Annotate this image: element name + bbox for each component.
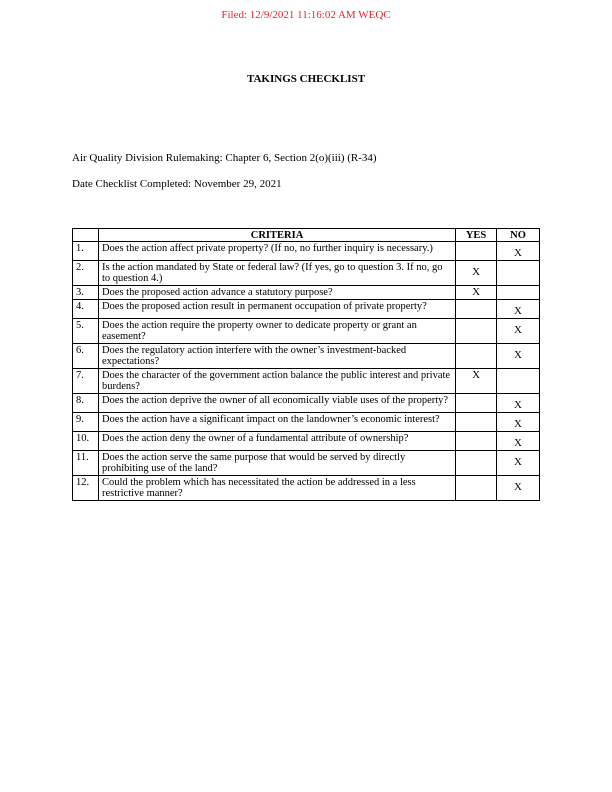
row-no-mark: X	[497, 344, 540, 369]
row-no-mark: X	[497, 300, 540, 319]
row-number: 2.	[73, 261, 99, 286]
row-yes-mark	[456, 394, 497, 413]
row-criteria: Does the action deny the owner of a fundamental attribute of ownership?	[98, 432, 455, 451]
row-criteria: Does the proposed action result in permanent occupation of private property?	[98, 300, 455, 319]
row-no-mark: X	[497, 319, 540, 344]
row-no-mark: X	[497, 432, 540, 451]
row-yes-mark	[456, 476, 497, 501]
row-no-mark	[497, 286, 540, 300]
row-criteria: Does the action serve the same purpose that would be served by directly prohibiting use of the land?	[98, 451, 455, 476]
table-row	[73, 369, 540, 394]
row-no-mark: X	[497, 413, 540, 432]
row-yes-mark	[456, 432, 497, 451]
row-no-mark: X	[497, 394, 540, 413]
header-yes: YES	[456, 229, 497, 242]
table-header-row	[73, 229, 540, 242]
header-criteria: CRITERIA	[98, 229, 455, 242]
row-yes-mark	[456, 319, 497, 344]
header-no: NO	[497, 229, 540, 242]
table-row	[73, 432, 540, 451]
row-number: 6.	[73, 344, 99, 369]
table-row	[73, 300, 540, 319]
row-number: 5.	[73, 319, 99, 344]
table-row	[73, 286, 540, 300]
row-number: 12.	[73, 476, 99, 501]
row-yes-mark	[456, 451, 497, 476]
row-number: 7.	[73, 369, 99, 394]
table-row	[73, 261, 540, 286]
row-yes-mark	[456, 344, 497, 369]
row-criteria: Does the action require the property owner to dedicate property or grant an easement?	[98, 319, 455, 344]
row-criteria: Does the regulatory action interfere with the owner’s investment-backed expectations?	[98, 344, 455, 369]
row-yes-mark	[456, 413, 497, 432]
table-row	[73, 242, 540, 261]
row-no-mark: X	[497, 476, 540, 501]
row-criteria: Does the action have a significant impact on the landowner’s economic interest?	[98, 413, 455, 432]
row-criteria: Does the proposed action advance a statutory purpose?	[98, 286, 455, 300]
document-title: TAKINGS CHECKLIST	[246, 73, 366, 85]
takings-checklist-table	[72, 228, 540, 501]
row-no-mark	[497, 261, 540, 286]
filed-stamp: Filed: 12/9/2021 11:16:02 AM WEQC	[221, 9, 391, 21]
table-row	[73, 344, 540, 369]
row-no-mark: X	[497, 451, 540, 476]
row-yes-mark	[456, 300, 497, 319]
rulemaking-line: Air Quality Division Rulemaking: Chapter 6, Section 2(o)(iii) (R-34)	[72, 152, 377, 164]
row-number: 9.	[73, 413, 99, 432]
row-yes-mark: X	[456, 286, 497, 300]
row-yes-mark: X	[456, 369, 497, 394]
table-row	[73, 476, 540, 501]
header-number	[73, 229, 99, 242]
row-number: 4.	[73, 300, 99, 319]
row-number: 3.	[73, 286, 99, 300]
row-criteria: Does the character of the government action balance the public interest and private burdens?	[98, 369, 455, 394]
table-row	[73, 451, 540, 476]
row-criteria: Does the action deprive the owner of all economically viable uses of the property?	[98, 394, 455, 413]
row-criteria: Could the problem which has necessitated the action be addressed in a less restrictive manner?	[98, 476, 455, 501]
table-row	[73, 413, 540, 432]
row-yes-mark: X	[456, 261, 497, 286]
table-row	[73, 319, 540, 344]
row-criteria: Does the action affect private property? (If no, no further inquiry is necessary.)	[98, 242, 455, 261]
table-row	[73, 394, 540, 413]
row-no-mark: X	[497, 242, 540, 261]
date-completed-line: Date Checklist Completed: November 29, 2021	[72, 178, 282, 190]
row-number: 10.	[73, 432, 99, 451]
row-criteria: Is the action mandated by State or federal law? (If yes, go to question 3. If no, go to question 4.)	[98, 261, 455, 286]
row-no-mark	[497, 369, 540, 394]
row-number: 11.	[73, 451, 99, 476]
row-number: 1.	[73, 242, 99, 261]
row-number: 8.	[73, 394, 99, 413]
row-yes-mark	[456, 242, 497, 261]
